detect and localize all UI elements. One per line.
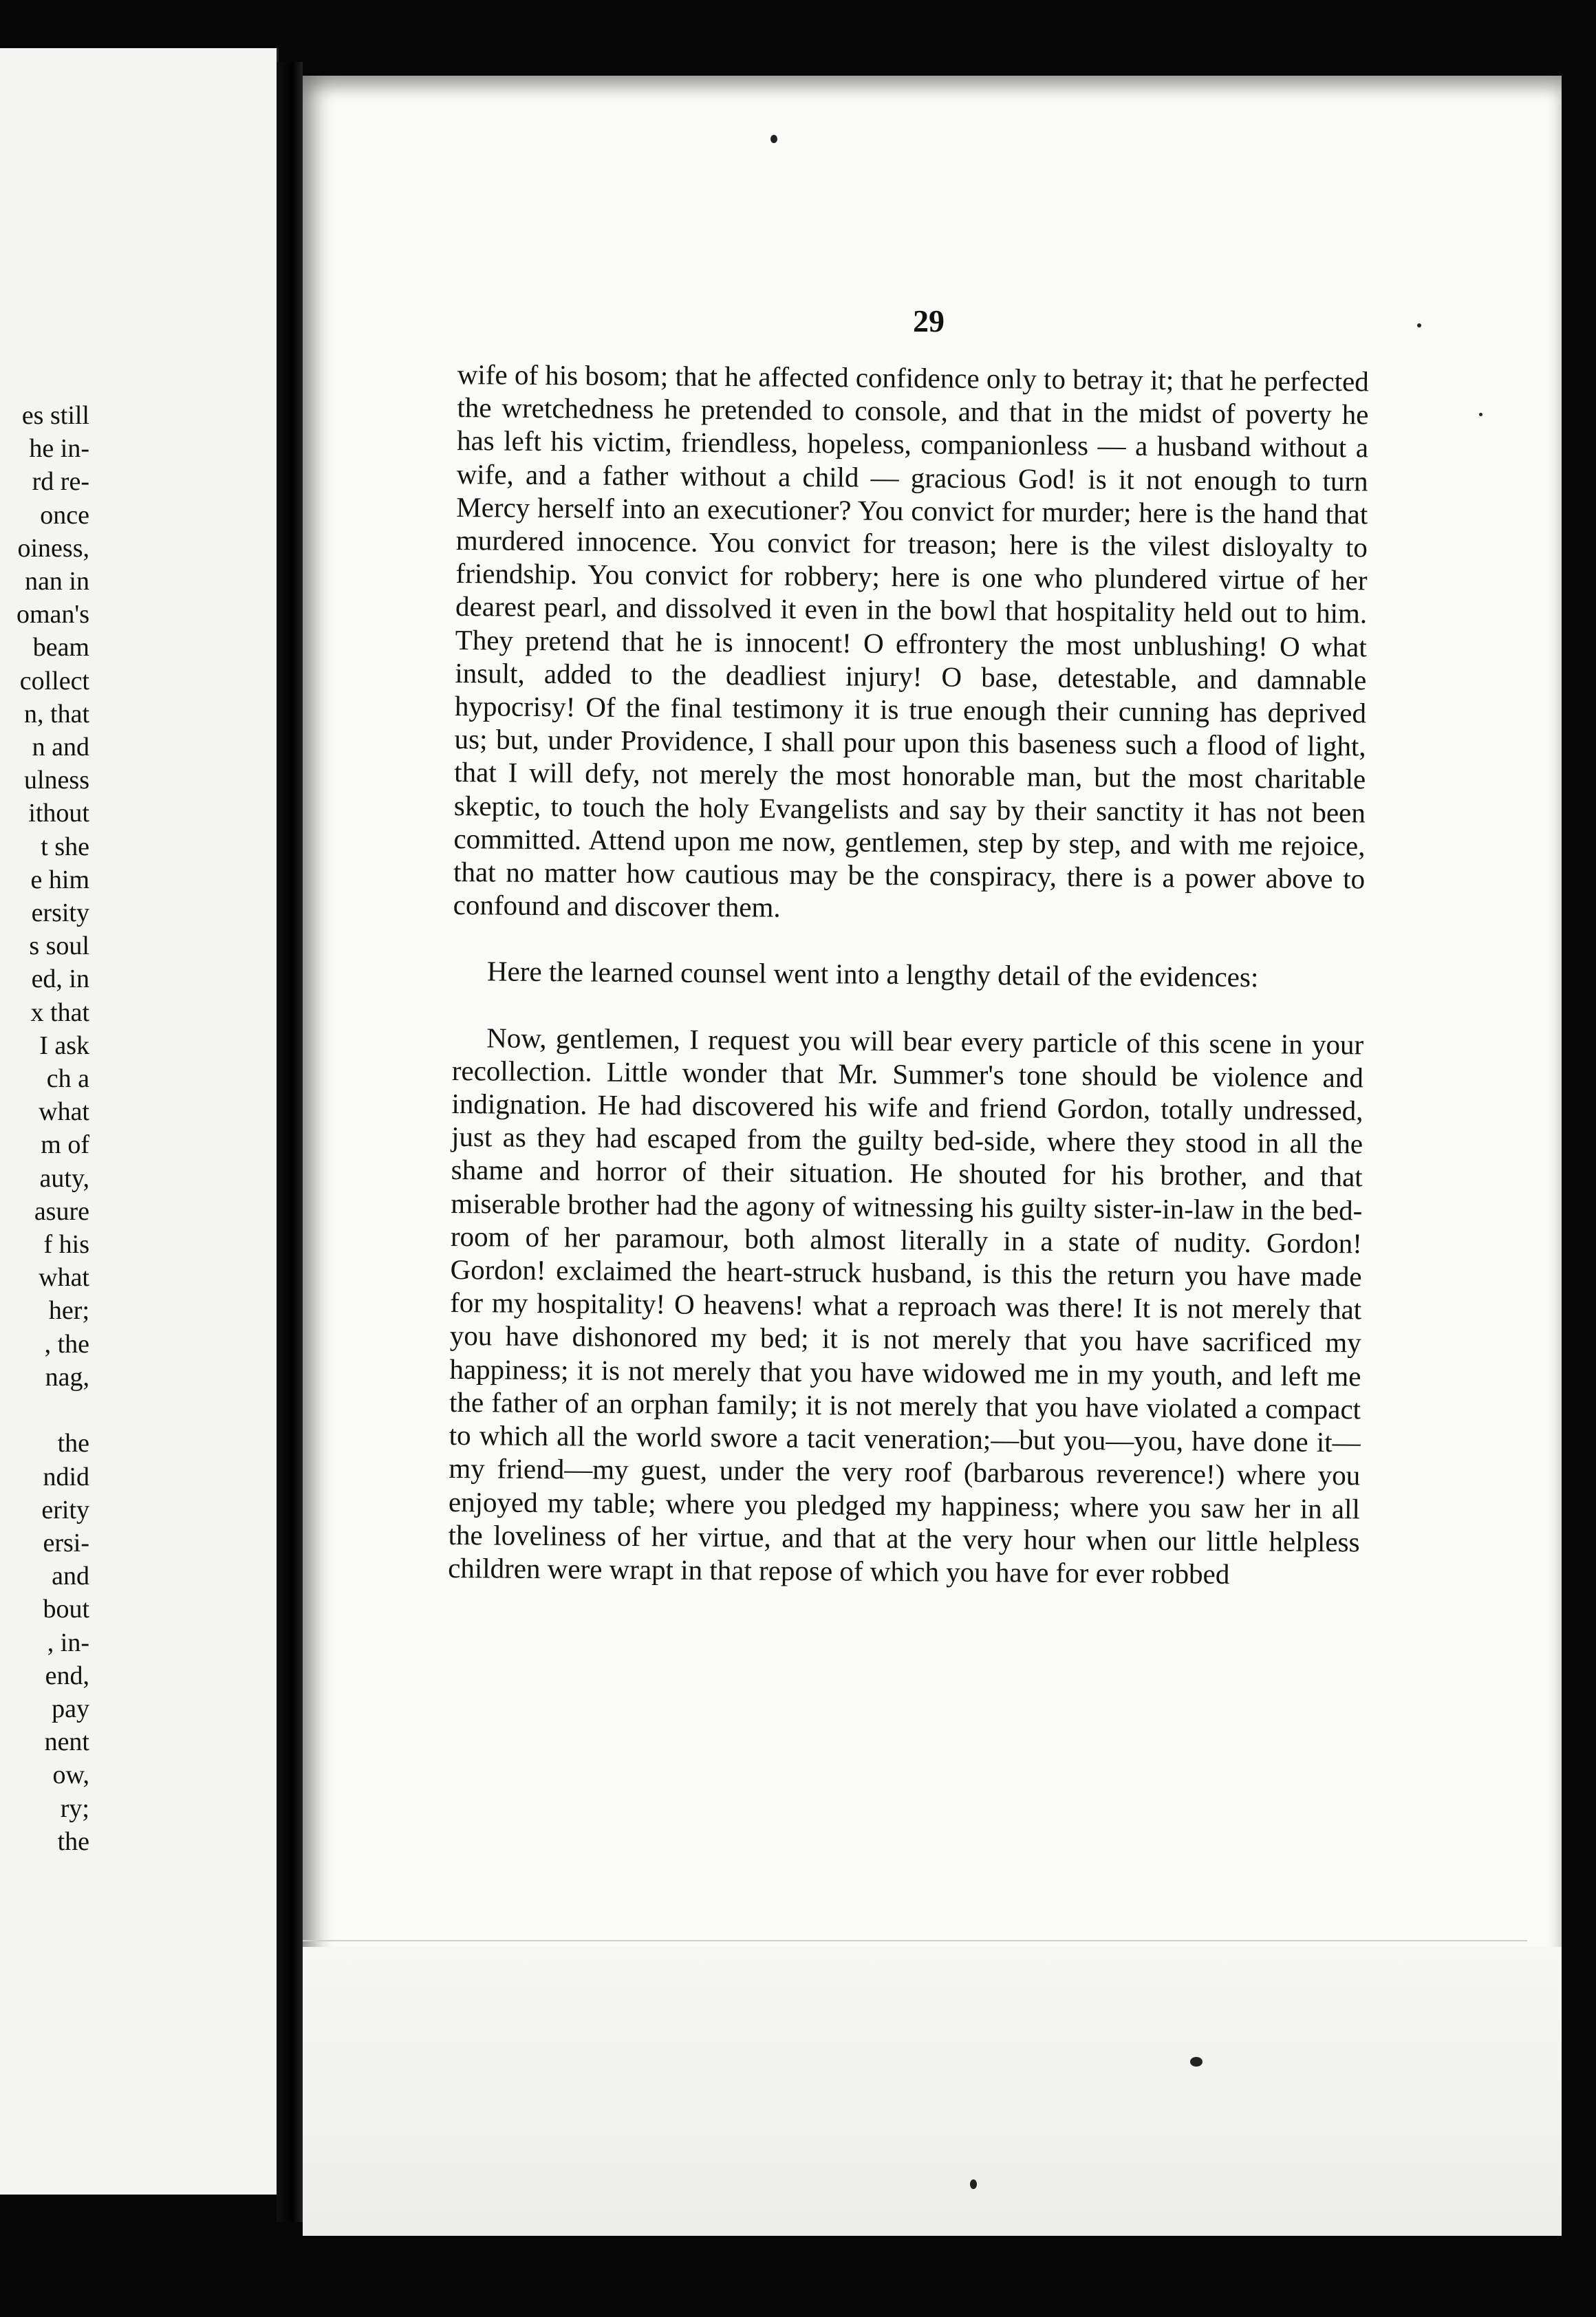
left-page-line-fragment: m of bbox=[41, 1130, 89, 1160]
left-page-line-fragment: end, bbox=[45, 1661, 89, 1690]
left-page-line-fragment: ndid bbox=[43, 1462, 89, 1491]
main-text-block bbox=[448, 358, 1369, 1591]
ink-speck bbox=[1190, 2057, 1203, 2067]
left-page-line-fragment: rd re- bbox=[32, 467, 89, 497]
left-page-line-fragment: beam bbox=[32, 633, 89, 662]
left-page-line-fragment: pay bbox=[52, 1694, 89, 1723]
left-page-line-fragment: nan in bbox=[25, 567, 89, 596]
left-page-line-fragment: oman's bbox=[16, 600, 89, 629]
left-facing-page bbox=[0, 48, 279, 2195]
left-page-line-fragment: e him bbox=[30, 865, 89, 894]
left-page-line-fragment: and bbox=[52, 1562, 89, 1591]
left-page-line-fragment: n and bbox=[32, 733, 89, 762]
left-page-line-fragment: f his bbox=[43, 1230, 89, 1260]
left-page-line-fragment: he in- bbox=[29, 434, 89, 464]
left-page-line-fragment: once bbox=[40, 500, 89, 530]
left-page-line-fragment: ulness bbox=[24, 766, 89, 795]
paragraph-speech: Now, gentlemen, I request you will bear every particle of this scene in your recollection. Little wonder that Mr. Summer's tone should be violence and indignation. He had discovered his wife and friend Gordon, totally undressed, just as they had escaped from the guilty bed-side, where they stood in all the shame and horror of their situation. He shouted for his brother, and that miserable brother had the agony of witnessing his guilty sister-in-law in the bed-room of her paramour, both almost literally in a state of nudity. Gordon! Gordon! exclaimed the heart-struck husband, is this the return you have made for my hospitality! O heavens! what a reproach was there! It is not merely that you have dishonored my bed; it is not merely that you have sacrificed my happiness; it is not merely that you have widowed me in my youth, and left me the father of an orphan family; it is not merely that you have violated a compact to which all the world swore a tacit veneration;—but you—you, have done it—my friend—my guest, under the very roof (barbarous reverence!) where you enjoyed my table; where you pledged my happiness; where you saw her in all the loveliness of her virtue, and that at the very hour when our little helpless children were wrapt in that repose of which you have for ever robbed bbox=[448, 1022, 1364, 1590]
left-page-line-fragment: x that bbox=[30, 998, 89, 1027]
left-page-line-fragment: erity bbox=[41, 1495, 89, 1524]
ink-speck bbox=[1417, 323, 1421, 327]
page-bottom-edge-line bbox=[303, 1940, 1527, 1941]
paragraph-speech-continuation: wife of his bosom; that he affected confidence only to betray it; that he perfected the wretchedness he pretended to console, and that in the midst of poverty he has left his victim, friendless, hopeless, companionless — a husband without a wife, and a father without a child — gracious God! is it not enough to turn Mercy herself into an executioner? You convict for murder; here is the hand that murdered innocence. You convict for treason; here is the vilest disloyalty to friendship. You convict for robbery; here is one who plundered virtue of her dearest pearl, and dissolved it even in the bowl that hospitality held out to him. They pretend that he is innocent! O effrontery the most unblushing! O what insult, added to the deadliest injury! O base, detestable, and damnable hypocrisy! Of the final testimony it is true enough their cunning has deprived us; but, under Providence, I shall pour upon this baseness such a flood of light, that I will defy, not merely the most honorable man, but the most charitable skeptic, to touch the holy Evangelists and say by their sanctity it has not been committed. Attend upon me now, gentlemen, step by step, and with me rejoice, that no matter how cautious may be the conspiracy, there is a power above to confound and discover them. bbox=[453, 358, 1369, 923]
left-page-line-fragment: the bbox=[57, 1826, 89, 1856]
left-page-line-fragment: t she bbox=[41, 832, 89, 861]
left-page-line-fragment: ersi- bbox=[43, 1528, 89, 1558]
paragraph-narration: Here the learned counsel went into a lengthy detail of the evidences: bbox=[486, 955, 1259, 993]
left-page-line-fragment: nag, bbox=[45, 1362, 89, 1392]
left-page-line-fragment: I ask bbox=[39, 1031, 89, 1060]
left-page-line-fragment: ch a bbox=[46, 1064, 89, 1094]
left-page-text-fragments bbox=[0, 399, 89, 1858]
left-page-line-fragment: ry; bbox=[60, 1793, 89, 1823]
left-page-line-fragment: ow, bbox=[52, 1760, 89, 1790]
left-page-line-fragment: bout bbox=[43, 1595, 89, 1624]
page-bottom-margin bbox=[303, 1947, 1562, 2236]
ink-speck bbox=[970, 2179, 977, 2189]
left-page-line-fragment: oiness, bbox=[17, 533, 89, 563]
left-page-line-fragment: , the bbox=[44, 1329, 89, 1359]
book-gutter bbox=[277, 62, 303, 2222]
left-page-line-fragment: es still bbox=[21, 401, 89, 430]
left-page-line-fragment: ithout bbox=[28, 799, 89, 828]
left-page-line-fragment: asure bbox=[34, 1196, 89, 1226]
left-page-line-fragment: what bbox=[39, 1263, 89, 1293]
ink-speck bbox=[770, 135, 777, 143]
left-page-line-fragment: ersity bbox=[31, 898, 89, 928]
left-page-line-fragment: auty, bbox=[39, 1163, 89, 1193]
page-number: 29 bbox=[913, 303, 945, 338]
left-page-line-fragment: s soul bbox=[29, 931, 89, 961]
ink-speck bbox=[1479, 413, 1482, 416]
left-page-line-fragment bbox=[0, 1394, 89, 1427]
left-page-line-fragment: collect bbox=[19, 666, 89, 696]
left-page-line-fragment: n, that bbox=[24, 699, 89, 729]
left-page-line-fragment: the bbox=[57, 1429, 89, 1458]
left-page-line-fragment: nent bbox=[44, 1727, 89, 1757]
left-page-line-fragment: , in- bbox=[47, 1628, 89, 1657]
left-page-line-fragment: ed, in bbox=[31, 964, 89, 994]
left-page-line-fragment: what bbox=[39, 1097, 89, 1127]
left-page-line-fragment: her; bbox=[48, 1296, 89, 1326]
